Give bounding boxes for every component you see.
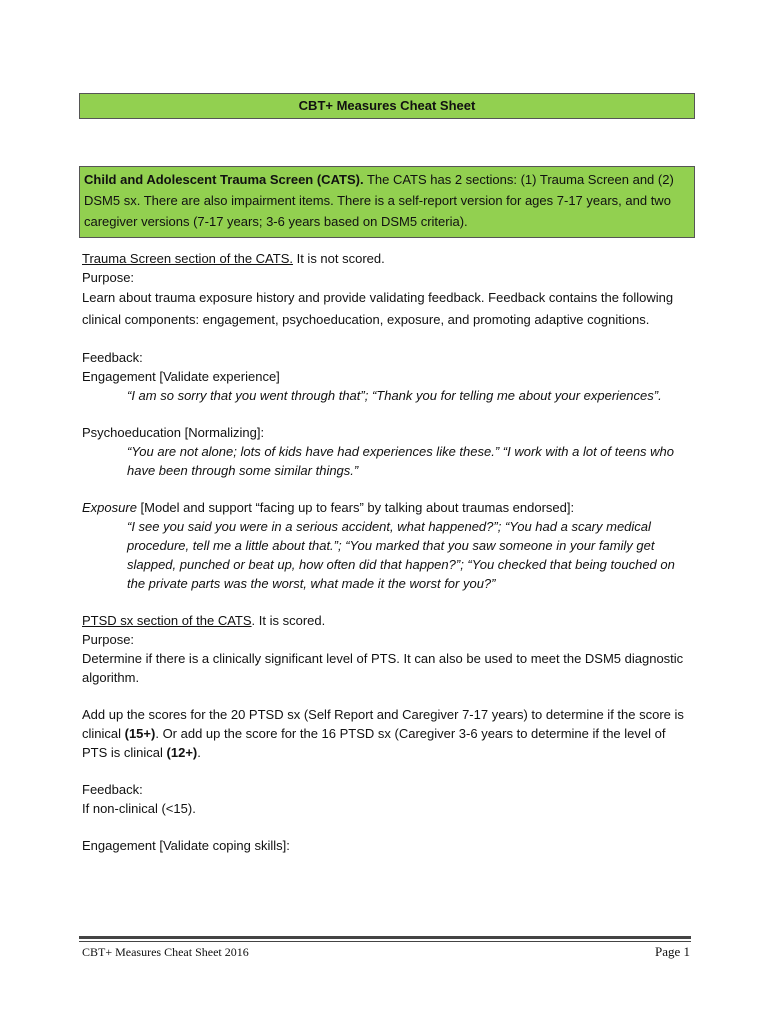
cats-intro-heading: Child and Adolescent Trauma Screen (CATS). [84, 172, 364, 187]
trauma-purpose-label: Purpose: [82, 270, 135, 285]
ptsd-engagement-label: Engagement [Validate coping skills]: [82, 838, 290, 853]
ptsd-purpose-text: Determine if there is a clinically significant level of PTS. It can also be used to meet the DSM5 diagnostic algorithm. [82, 651, 684, 685]
trauma-purpose-text: Learn about trauma exposure history and provide validating feedback. Feedback contains the following clinical components: engagement, psychoeducation, exposure, and promoting adaptive cognitions. [82, 290, 674, 327]
psychoed-quote: “You are not alone; lots of kids have had experiences like these.” “I work with a lot of teens who have been through some similar things.” [127, 444, 675, 478]
engagement-quote: “I am so sorry that you went through that”; “Thank you for telling me about your experiences”. [127, 388, 662, 403]
exposure-quote: “I see you said you were in a serious accident, what happened?”; “You had a scary medical procedure, tell me a little about that.”; “You marked that you saw someone in your family get slapped, punched or beat up, how often did that happen?”; “You checked that being touched on the private parts was the worst, what made it the worst for you?” [127, 519, 675, 591]
ptsd-heading: PTSD sx section of the CATS [82, 613, 252, 628]
ptsd-nonclinical: If non-clinical (<15). [82, 801, 196, 816]
ptsd-feedback-label: Feedback: [82, 782, 143, 797]
cats-intro-text: The CATS has 2 sections: (1) Trauma Screen and (2) DSM5 sx. There are also impairment items. There is a self-report version for ages 7-17 years, and two caregiver versions (7-17 years; 3-6 years based on DSM5 criteria). [84, 172, 674, 229]
trauma-heading-line [82, 249, 692, 268]
trauma-feedback-label: Feedback: [82, 350, 143, 365]
scoring-threshold-15: (15+) [124, 726, 156, 741]
ptsd-heading-note: . It is scored. [251, 613, 326, 628]
document-body [82, 249, 692, 855]
engagement-label: Engagement [Validate experience] [82, 369, 280, 384]
scoring-text-c: . Or add up the score for the 16 PTSD sx (Caregiver 3-6 years to determine if the level of PTS is clinical [82, 726, 666, 760]
page-number: Page 1 [654, 944, 690, 959]
ptsd-purpose-label: Purpose: [82, 632, 135, 647]
footer-rule-thick [79, 936, 691, 939]
cats-intro-box [79, 166, 695, 238]
trauma-heading-note: It is not scored. [292, 251, 385, 266]
ptsd-scoring [82, 705, 692, 762]
footer-rule-thin [79, 941, 691, 942]
page-title: CBT+ Measures Cheat Sheet [79, 93, 695, 119]
scoring-text-e: . [197, 745, 201, 760]
exposure-label: Exposure [82, 500, 137, 515]
ptsd-heading-line [82, 611, 692, 630]
psychoed-label: Psychoeducation [Normalizing]: [82, 425, 265, 440]
exposure-note: [Model and support “facing up to fears” by talking about traumas endorsed]: [136, 500, 575, 515]
trauma-heading: Trauma Screen section of the CATS. [82, 251, 293, 266]
footer-title: CBT+ Measures Cheat Sheet 2016 [82, 945, 249, 959]
exposure-line [82, 498, 692, 517]
scoring-threshold-12: (12+) [166, 745, 198, 760]
scoring-text-a: Add up the scores for the 20 PTSD sx (Self Report and Caregiver 7-17 years) to determine if the score is clinical [82, 707, 684, 741]
